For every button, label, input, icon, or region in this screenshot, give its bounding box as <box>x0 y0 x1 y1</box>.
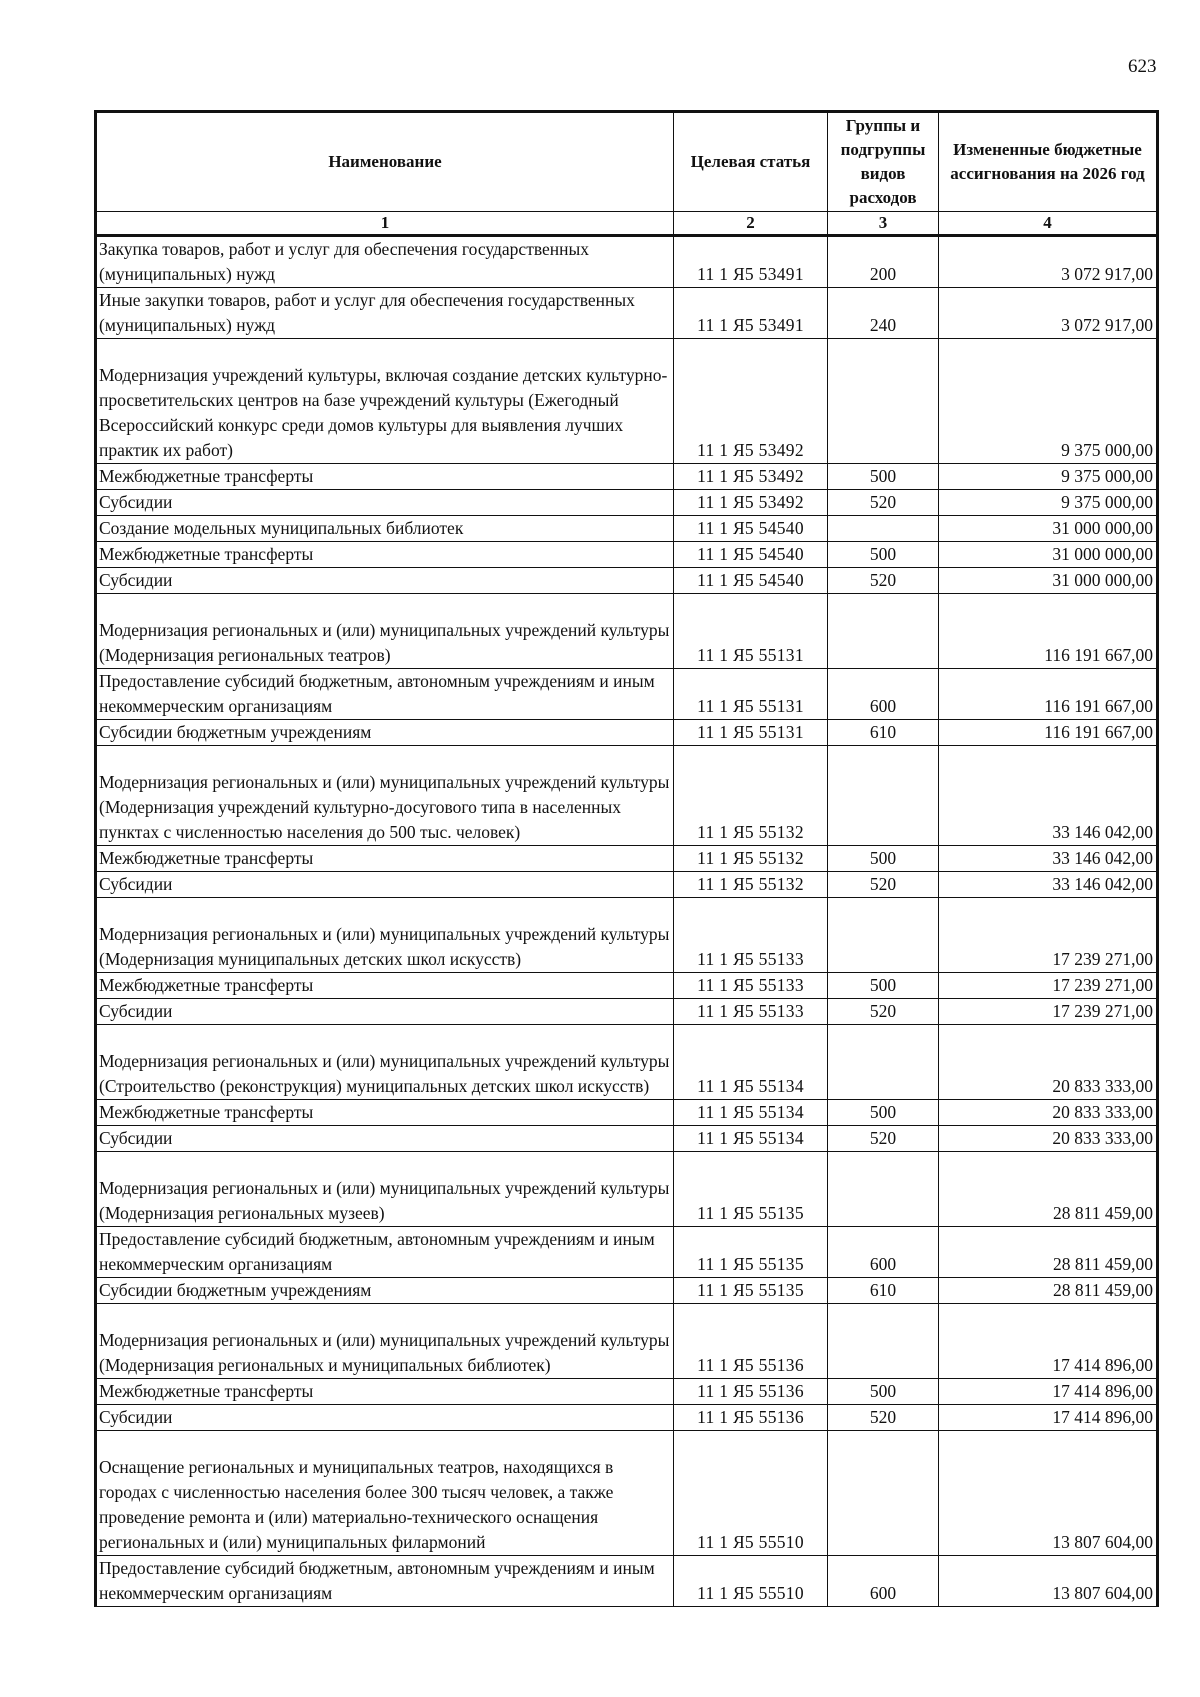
row-code: 11 1 Я5 55132 <box>674 846 828 872</box>
table-row <box>96 490 1158 516</box>
row-name: Предоставление субсидий бюджетным, автономным учреждениям и иным некоммерческим организациям <box>96 669 674 720</box>
row-name: Модернизация региональных и (или) муниципальных учреждений культуры (Модернизация муниципальных детских школ искусств) <box>96 898 674 973</box>
row-name: Субсидии <box>96 490 674 516</box>
column-number: 4 <box>939 212 1158 236</box>
row-amount: 31 000 000,00 <box>939 516 1158 542</box>
row-name: Межбюджетные трансферты <box>96 464 674 490</box>
row-name: Межбюджетные трансферты <box>96 973 674 999</box>
row-code: 11 1 Я5 55136 <box>674 1304 828 1379</box>
row-group <box>828 898 939 973</box>
header-code: Целевая статья <box>674 112 828 212</box>
row-group: 520 <box>828 490 939 516</box>
row-name: Субсидии <box>96 568 674 594</box>
row-group: 520 <box>828 999 939 1025</box>
row-name: Субсидии <box>96 999 674 1025</box>
table-row <box>96 288 1158 339</box>
row-code: 11 1 Я5 55135 <box>674 1278 828 1304</box>
row-code: 11 1 Я5 55134 <box>674 1100 828 1126</box>
column-number: 1 <box>96 212 674 236</box>
table-row <box>96 973 1158 999</box>
row-group: 600 <box>828 1556 939 1607</box>
table-row <box>96 999 1158 1025</box>
row-group: 600 <box>828 1227 939 1278</box>
row-code: 11 1 Я5 55134 <box>674 1025 828 1100</box>
table-row <box>96 1405 1158 1431</box>
header-group: Группы и подгруппы видов расходов <box>828 112 939 212</box>
table-row <box>96 1379 1158 1405</box>
row-code: 11 1 Я5 55136 <box>674 1379 828 1405</box>
row-code: 11 1 Я5 55510 <box>674 1431 828 1556</box>
row-amount: 17 239 271,00 <box>939 999 1158 1025</box>
table-row <box>96 1227 1158 1278</box>
row-amount: 9 375 000,00 <box>939 490 1158 516</box>
row-code: 11 1 Я5 53492 <box>674 339 828 464</box>
row-code: 11 1 Я5 54540 <box>674 542 828 568</box>
row-code: 11 1 Я5 55136 <box>674 1405 828 1431</box>
row-amount: 33 146 042,00 <box>939 846 1158 872</box>
row-group: 500 <box>828 1379 939 1405</box>
row-name: Межбюджетные трансферты <box>96 846 674 872</box>
table-row <box>96 594 1158 669</box>
row-group: 500 <box>828 846 939 872</box>
row-amount: 9 375 000,00 <box>939 339 1158 464</box>
row-amount: 31 000 000,00 <box>939 542 1158 568</box>
row-group: 600 <box>828 669 939 720</box>
table-row <box>96 1556 1158 1607</box>
row-group: 520 <box>828 872 939 898</box>
table-row <box>96 669 1158 720</box>
row-name: Межбюджетные трансферты <box>96 542 674 568</box>
row-code: 11 1 Я5 55131 <box>674 594 828 669</box>
row-name: Субсидии <box>96 1126 674 1152</box>
table-row <box>96 516 1158 542</box>
row-group: 500 <box>828 1100 939 1126</box>
table-row <box>96 872 1158 898</box>
row-group: 240 <box>828 288 939 339</box>
row-amount: 20 833 333,00 <box>939 1025 1158 1100</box>
row-code: 11 1 Я5 55133 <box>674 898 828 973</box>
row-name: Модернизация учреждений культуры, включая создание детских культурно-просветительских центров на базе учреждений культуры (Ежегодный Всероссийский конкурс среди домов культуры для выявления лучших практик их работ) <box>96 339 674 464</box>
row-group: 500 <box>828 464 939 490</box>
row-group: 500 <box>828 973 939 999</box>
row-group: 520 <box>828 568 939 594</box>
row-amount: 33 146 042,00 <box>939 746 1158 846</box>
row-amount: 20 833 333,00 <box>939 1126 1158 1152</box>
row-name: Создание модельных муниципальных библиотек <box>96 516 674 542</box>
row-group: 520 <box>828 1405 939 1431</box>
row-amount: 33 146 042,00 <box>939 872 1158 898</box>
row-name: Предоставление субсидий бюджетным, автономным учреждениям и иным некоммерческим организациям <box>96 1227 674 1278</box>
row-amount: 13 807 604,00 <box>939 1556 1158 1607</box>
row-code: 11 1 Я5 55131 <box>674 720 828 746</box>
row-group: 500 <box>828 542 939 568</box>
row-amount: 116 191 667,00 <box>939 720 1158 746</box>
row-amount: 17 414 896,00 <box>939 1379 1158 1405</box>
table-row <box>96 846 1158 872</box>
header-name: Наименование <box>96 112 674 212</box>
row-code: 11 1 Я5 55135 <box>674 1152 828 1227</box>
row-name: Модернизация региональных и (или) муниципальных учреждений культуры (Модернизация региональных музеев) <box>96 1152 674 1227</box>
row-name: Иные закупки товаров, работ и услуг для обеспечения государственных (муниципальных) нужд <box>96 288 674 339</box>
row-group <box>828 746 939 846</box>
row-code: 11 1 Я5 53492 <box>674 490 828 516</box>
row-amount: 20 833 333,00 <box>939 1100 1158 1126</box>
row-group: 520 <box>828 1126 939 1152</box>
row-amount: 116 191 667,00 <box>939 594 1158 669</box>
row-name: Оснащение региональных и муниципальных театров, находящихся в городах с численностью населения более 300 тысяч человек, а также проведение ремонта и (или) материально-технического оснащения региональных и (или) муниципальных филармоний <box>96 1431 674 1556</box>
row-code: 11 1 Я5 55132 <box>674 746 828 846</box>
row-code: 11 1 Я5 55133 <box>674 999 828 1025</box>
row-group <box>828 1304 939 1379</box>
table-body <box>96 236 1158 1607</box>
row-name: Субсидии бюджетным учреждениям <box>96 720 674 746</box>
table-row <box>96 1304 1158 1379</box>
row-code: 11 1 Я5 55131 <box>674 669 828 720</box>
row-name: Закупка товаров, работ и услуг для обеспечения государственных (муниципальных) нужд <box>96 236 674 288</box>
row-amount: 17 239 271,00 <box>939 973 1158 999</box>
row-code: 11 1 Я5 55135 <box>674 1227 828 1278</box>
row-amount: 9 375 000,00 <box>939 464 1158 490</box>
row-code: 11 1 Я5 53492 <box>674 464 828 490</box>
row-code: 11 1 Я5 53491 <box>674 236 828 288</box>
table-row <box>96 720 1158 746</box>
row-amount: 116 191 667,00 <box>939 669 1158 720</box>
table-row <box>96 339 1158 464</box>
table-row <box>96 1431 1158 1556</box>
row-code: 11 1 Я5 54540 <box>674 516 828 542</box>
row-amount: 28 811 459,00 <box>939 1227 1158 1278</box>
row-name: Субсидии бюджетным учреждениям <box>96 1278 674 1304</box>
row-name: Субсидии <box>96 872 674 898</box>
row-group <box>828 594 939 669</box>
table-row <box>96 1278 1158 1304</box>
page-number: 623 <box>1128 56 1157 77</box>
row-amount: 3 072 917,00 <box>939 288 1158 339</box>
table-row <box>96 236 1158 288</box>
row-name: Предоставление субсидий бюджетным, автономным учреждениям и иным некоммерческим организациям <box>96 1556 674 1607</box>
row-code: 11 1 Я5 55133 <box>674 973 828 999</box>
table-row <box>96 568 1158 594</box>
table-row <box>96 1126 1158 1152</box>
row-amount: 3 072 917,00 <box>939 236 1158 288</box>
row-name: Межбюджетные трансферты <box>96 1379 674 1405</box>
row-group <box>828 339 939 464</box>
row-amount: 17 414 896,00 <box>939 1304 1158 1379</box>
row-group: 200 <box>828 236 939 288</box>
row-name: Субсидии <box>96 1405 674 1431</box>
table-row <box>96 1152 1158 1227</box>
row-code: 11 1 Я5 55132 <box>674 872 828 898</box>
row-amount: 17 239 271,00 <box>939 898 1158 973</box>
table-row <box>96 542 1158 568</box>
row-group <box>828 1431 939 1556</box>
header-amount: Измененные бюджетные ассигнования на 2026 год <box>939 112 1158 212</box>
column-number: 3 <box>828 212 939 236</box>
row-amount: 28 811 459,00 <box>939 1152 1158 1227</box>
row-name: Межбюджетные трансферты <box>96 1100 674 1126</box>
row-amount: 31 000 000,00 <box>939 568 1158 594</box>
row-code: 11 1 Я5 55510 <box>674 1556 828 1607</box>
row-group: 610 <box>828 1278 939 1304</box>
row-name: Модернизация региональных и (или) муниципальных учреждений культуры (Строительство (реконструкция) муниципальных детских школ искусств) <box>96 1025 674 1100</box>
row-group <box>828 516 939 542</box>
row-amount: 28 811 459,00 <box>939 1278 1158 1304</box>
table-row <box>96 898 1158 973</box>
row-group <box>828 1025 939 1100</box>
table-row <box>96 1100 1158 1126</box>
row-amount: 13 807 604,00 <box>939 1431 1158 1556</box>
row-name: Модернизация региональных и (или) муниципальных учреждений культуры (Модернизация региональных театров) <box>96 594 674 669</box>
budget-table <box>94 110 1159 1607</box>
row-code: 11 1 Я5 53491 <box>674 288 828 339</box>
column-number: 2 <box>674 212 828 236</box>
table-row <box>96 746 1158 846</box>
row-code: 11 1 Я5 54540 <box>674 568 828 594</box>
row-code: 11 1 Я5 55134 <box>674 1126 828 1152</box>
row-name: Модернизация региональных и (или) муниципальных учреждений культуры (Модернизация учреждений культурно-досугового типа в населенных пунктах с численностью населения до 500 тыс. человек) <box>96 746 674 846</box>
row-group <box>828 1152 939 1227</box>
row-name: Модернизация региональных и (или) муниципальных учреждений культуры (Модернизация региональных и муниципальных библиотек) <box>96 1304 674 1379</box>
table-row <box>96 1025 1158 1100</box>
row-group: 610 <box>828 720 939 746</box>
table-row <box>96 464 1158 490</box>
row-amount: 17 414 896,00 <box>939 1405 1158 1431</box>
